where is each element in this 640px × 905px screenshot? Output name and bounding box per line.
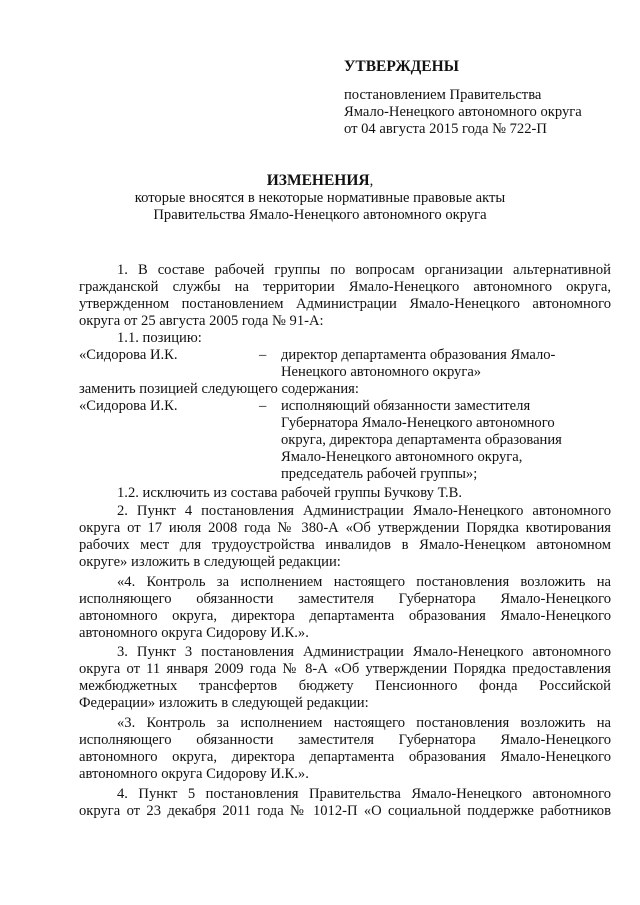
text-line: 1. В составе рабочей группы по вопросам организации альтернативной xyxy=(117,262,611,278)
text-line: 4. Пункт 5 постановления Правительства Ямало-Ненецкого автономного xyxy=(117,786,611,802)
approval-line: от 04 августа 2015 года № 722-П xyxy=(344,121,547,137)
title-subtitle: Правительства Ямало-Ненецкого автономного округа xyxy=(153,207,487,223)
text-line: округа от 23 декабря 2011 года № 1012-П «О социальной поддержке работников xyxy=(79,803,611,819)
text-line: 2. Пункт 4 постановления Администрации Ямало-Ненецкого автономного xyxy=(117,503,611,519)
text-line: 3. Пункт 3 постановления Администрации Ямало-Ненецкого автономного xyxy=(117,644,611,660)
text-line: автономного округа Сидорову И.К.». xyxy=(79,766,309,782)
text-line: автономного округа, директора департамента образования Ямало-Ненецкого xyxy=(79,608,611,624)
position-name: «Сидорова И.К. xyxy=(79,398,178,414)
text-line: межбюджетных трансфертов бюджету Пенсионного фонда Российской xyxy=(79,678,611,694)
text-line: «4. Контроль за исполнением настоящего постановления возложить на xyxy=(117,574,611,590)
position-desc: Ненецкого автономного округа» xyxy=(281,364,482,380)
text-line: округа от 25 августа 2005 года № 91-А: xyxy=(79,313,324,329)
text-line: округа от 11 января 2009 года № 8-А «Об утверждении Порядка предоставления xyxy=(79,661,611,677)
position-dash: – xyxy=(259,398,267,414)
title-word: ИЗМЕНЕНИЯ xyxy=(266,172,370,189)
approval-line: постановлением Правительства xyxy=(344,87,542,103)
title-subtitle: которые вносятся в некоторые нормативные правовые акты xyxy=(134,190,506,206)
text-line: утвержденном постановлением Администрации Ямало-Ненецкого автономного xyxy=(79,296,611,312)
text-line: округе» изложить в следующей редакции: xyxy=(79,554,341,570)
document-title xyxy=(0,172,640,224)
text-line: Федерации» изложить в следующей редакции: xyxy=(79,695,369,711)
text-line: 1.1. позицию: xyxy=(117,330,202,346)
text-line: автономного округа, директора департамента образования Ямало-Ненецкого xyxy=(79,749,611,765)
position-desc: директор департамента образования Ямало- xyxy=(281,347,556,363)
text-line: «3. Контроль за исполнением настоящего постановления возложить на xyxy=(117,715,611,731)
position-desc: исполняющий обязанности заместителя xyxy=(281,398,531,414)
approval-line: Ямало-Ненецкого автономного округа xyxy=(344,104,582,120)
position-desc: Ямало-Ненецкого автономного округа, xyxy=(281,449,523,465)
approval-heading: УТВЕРЖДЕНЫ xyxy=(344,58,459,75)
approval-block xyxy=(344,58,582,138)
position-desc: округа, директора департамента образования xyxy=(281,432,562,448)
text-line: автономного округа Сидорову И.К.». xyxy=(79,625,309,641)
text-line: исполняющего обязанности заместителя Губернатора Ямало-Ненецкого xyxy=(79,591,611,607)
document-body xyxy=(79,262,611,902)
position-name: «Сидорова И.К. xyxy=(79,347,178,363)
position-desc: председатель рабочей группы»; xyxy=(281,466,478,482)
position-desc: Губернатора Ямало-Ненецкого автономного xyxy=(281,415,555,431)
text-line: рабочих мест для трудоустройства инвалидов в Ямало-Ненецком автономном xyxy=(79,537,611,553)
title-comma: , xyxy=(369,173,374,189)
position-dash: – xyxy=(259,347,267,363)
text-line: гражданской службы на территории Ямало-Ненецкого автономного округа, xyxy=(79,279,611,295)
text-line: округа от 17 июля 2008 года № 380-А «Об утверждении Порядка квотирования xyxy=(79,520,611,536)
text-line: 1.2. исключить из состава рабочей группы Бучкову Т.В. xyxy=(117,485,463,501)
text-line: исполняющего обязанности заместителя Губернатора Ямало-Ненецкого xyxy=(79,732,611,748)
text-line: заменить позицией следующего содержания: xyxy=(79,381,359,397)
